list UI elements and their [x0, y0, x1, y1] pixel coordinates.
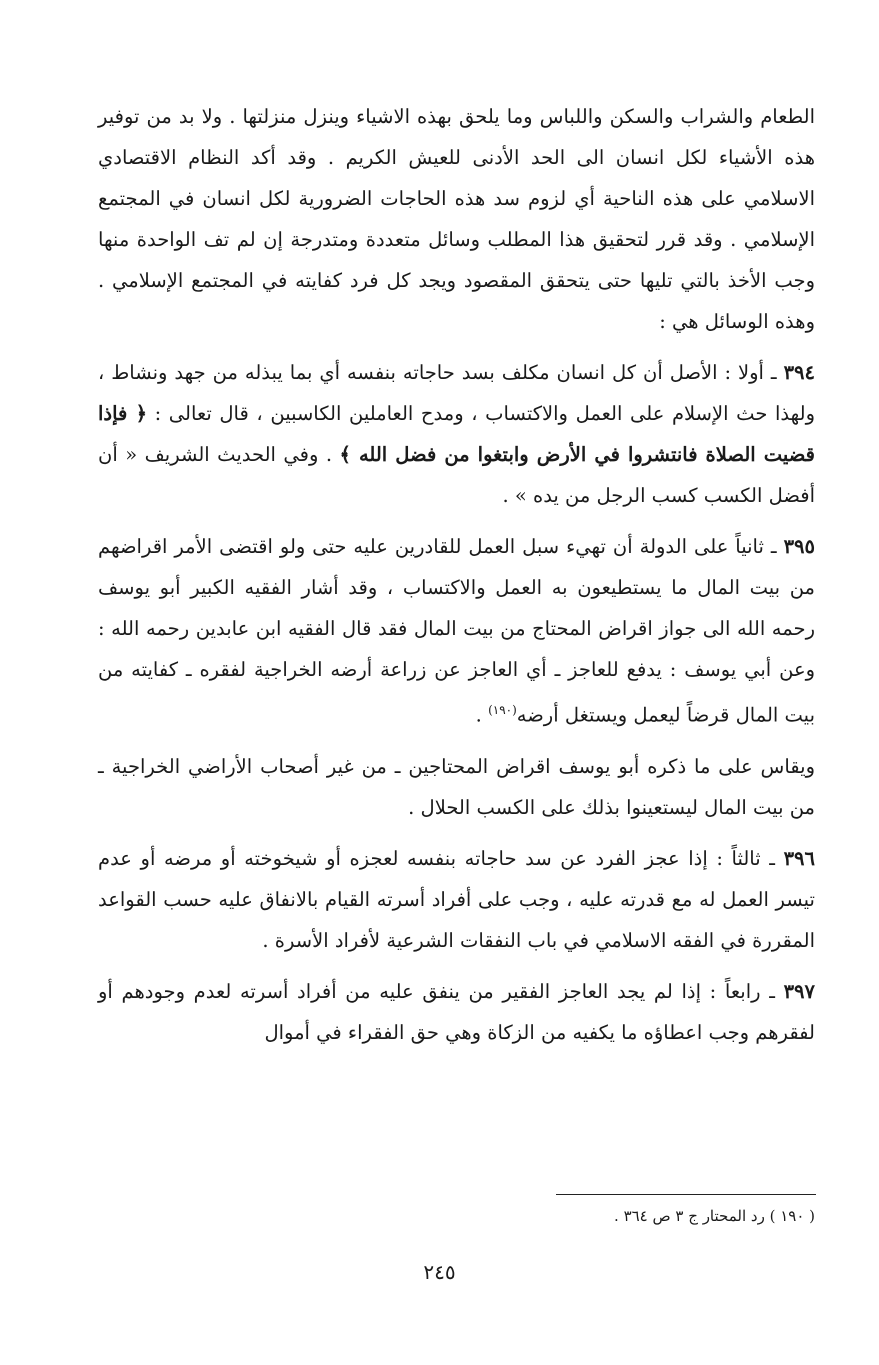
- paragraph-394: [98, 352, 815, 516]
- paragraph-397-text: ـ رابعاً : إذا لم يجد العاجز الفقير من ينفق عليه من أفراد أسرته لعدم وجودهم أو لفقرهم وجب اعطاؤه ما يكفيه من الزكاة وهي حق الفقراء في أموال: [98, 979, 815, 1044]
- page-number: ٢٤٥: [423, 1260, 456, 1284]
- paragraph-396-text: ـ ثالثاً : إذا عجز الفرد عن سد حاجاته بنفسه لعجزه أو شيخوخته أو مرضه أو عدم تيسر العمل له مع قدرته عليه ، وجب على أفراد أسرته القيام بالانفاق عليه حسب القواعد المقررة في الفقه الاسلامي في باب النفقات الشرعية لأفراد الأسرة .: [98, 846, 815, 952]
- paragraph-395: [98, 526, 815, 736]
- paragraph-number-396: ٣٩٦: [783, 846, 815, 870]
- footnote-text: ( ١٩٠ ) رد المحتار ج ٣ ص ٣٦٤ .: [614, 1207, 815, 1225]
- paragraph-number-397: ٣٩٧: [783, 979, 815, 1003]
- footnote-divider: [556, 1194, 816, 1195]
- paragraph-analogy: [98, 746, 815, 828]
- paragraph-394-text-end: . وفي الحديث الشريف « أن أفضل الكسب كسب الرجل من يده » .: [98, 443, 815, 507]
- paragraph-397: [98, 971, 815, 1053]
- paragraph-analogy-text: ويقاس على ما ذكره أبو يوسف اقراض المحتاجين ـ من غير أصحاب الأراضي الخراجية ـ من بيت المال ليستعينوا بذلك على الكسب الحلال .: [98, 754, 815, 819]
- paragraph-395-text: ـ ثانياً على الدولة أن تهيء سبل العمل للقادرين عليه حتى ولو اقتضى الأمر اقراضهم من بيت المال ما يستطيعون به العمل والاكتساب ، وقد أشار الفقيه الكبير أبو يوسف رحمه الله الى جواز اقراض المحتاج من بيت المال فقد قال الفقيه ابن عابدين رحمه الله : وعن أبي يوسف : يدفع للعاجز ـ أي العاجز عن زراعة أرضه الخراجية لفقره ـ كفايته من بيت المال قرضاً ليعمل ويستغل أرضه: [98, 535, 815, 727]
- paragraph-intro: [98, 96, 815, 342]
- paragraph-number-395: ٣٩٥: [783, 535, 815, 558]
- paragraph-395-end: .: [475, 703, 489, 727]
- quran-verse: ﴿ فإذا قضيت الصلاة فانتشروا في الأرض وابتغوا من فضل الله ﴾: [98, 402, 815, 466]
- paragraph-number-394: ٣٩٤: [783, 361, 815, 384]
- paragraph-396: [98, 838, 815, 961]
- footnote-reference-190[interactable]: (١٩٠): [488, 703, 517, 717]
- body-text: [98, 96, 815, 1053]
- paragraph-intro-text: الطعام والشراب والسكن واللباس وما يلحق بهذه الاشياء وينزل منزلتها . ولا بد من توفير هذه الأشياء لكل انسان الى الحد الأدنى للعيش الكريم . وقد أكد النظام الاقتصادي الاسلامي على هذه الناحية أي لزوم سد هذه الحاجات الضرورية لكل انسان في المجتمع الإسلامي . وقد قرر لتحقيق هذا المطلب وسائل متعددة ومتدرجة إن لم تف الواحدة منها وجب الأخذ بالتي تليها حتى يتحقق المقصود ويجد كل فرد كفايته في المجتمع الإسلامي . وهذه الوسائل هي :: [98, 105, 815, 333]
- paragraph-394-text: ـ أولا : الأصل أن كل انسان مكلف بسد حاجاته بنفسه أي بما يبذله من جهد ونشاط ، ولهذا حث الإسلام على العمل والاكتساب ، ومدح العاملين الكاسبين ، قال تعالى :: [98, 361, 815, 425]
- footnote-190: [614, 1204, 815, 1228]
